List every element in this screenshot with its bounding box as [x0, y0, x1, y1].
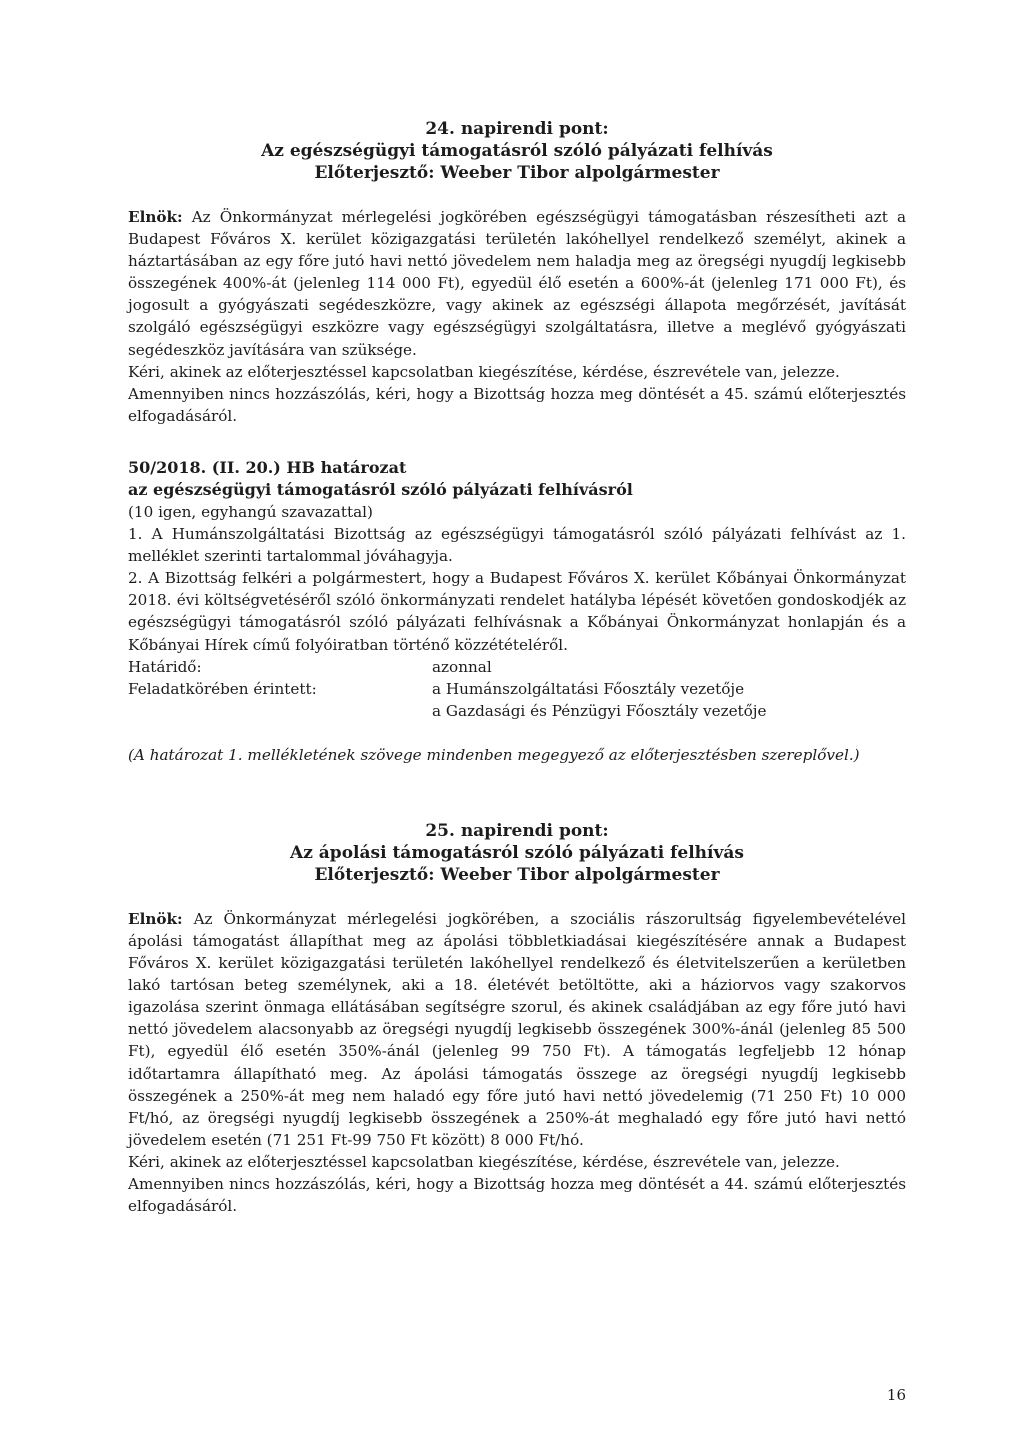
deadline-row: [128, 656, 906, 678]
resolution-number: 50/2018. (II. 20.) HB határozat: [128, 457, 407, 477]
responsible-row-1: [128, 678, 906, 700]
item-24-vote-call: Amennyiben nincs hozzászólás, kéri, hogy a Bizottság hozza meg döntését a 45. számú előterjesztés elfogadásáról.: [128, 384, 906, 425]
agenda-item-24-title: Az egészségügyi támogatásról szóló pályázati felhívás: [261, 141, 773, 161]
item-24-body: [128, 206, 906, 361]
page-number: 16: [886, 1386, 906, 1404]
resolution-point-2: 2. A Bizottság felkéri a polgármestert, hogy a Budapest Főváros X. kerület Kőbányai Önkormányzat 2018. évi költségvetéséről szóló önkormányzati rendelet hatályba lépését követően gondoskodjék az egészségügyi támogatásról szóló pályázati felhívásnak a Kőbányai Önkormányzat honlapján és a Kőbányai Hírek című folyóiratban történő közzétételéről.: [128, 569, 906, 654]
deadline-label: Határidő:: [128, 657, 202, 676]
resolution-vote: (10 igen, egyhangú szavazattal): [128, 502, 373, 521]
resolution-subject: az egészségügyi támogatásról szóló pályázati felhívásról: [128, 479, 633, 499]
item-25-ask: Kéri, akinek az előterjesztéssel kapcsolatban kiegészítése, kérdése, észrevétele van, jelezze.: [128, 1152, 840, 1171]
item-24-body-text: Az Önkormányzat mérlegelési jogkörében egészségügyi támogatásban részesítheti azt a Budapest Főváros X. kerület közigazgatási területén lakóhellyel rendelkező személyt, akinek a háztartásában az egy főre jutó havi nettó jövedelem nem haladja meg az öregségi nyugdíj legkisebb összegének 400%-át (jelenleg 114 000 Ft), egyedül élő esetén a 600%-át (jelenleg 171 000 Ft), és jogosult a gyógyászati segédeszközre, vagy akinek az egészségi állapota megőrzését, javítását szolgáló egészségügyi eszközre vagy egészségügyi szolgáltatásra, illetve a meglévő gyógyászati segédeszköz javítására van szüksége.: [128, 208, 906, 359]
agenda-item-25-presenter: Előterjesztő: Weeber Tibor alpolgármester: [314, 864, 720, 885]
resolution-point-1: 1. A Humánszolgáltatási Bizottság az egészségügyi támogatásról szóló pályázati felhívást az 1. melléklet szerinti tartalommal jóváhagyja.: [128, 525, 906, 566]
item-25-vote-call: Amennyiben nincs hozzászólás, kéri, hogy a Bizottság hozza meg döntését a 44. számú előterjesztés elfogadásáról.: [128, 1175, 906, 1216]
agenda-item-24-presenter: Előterjesztő: Weeber Tibor alpolgármester: [314, 163, 720, 183]
agenda-item-25-title: Az ápolási támogatásról szóló pályázati felhívás: [290, 842, 744, 863]
responsible-value-2: a Gazdasági és Pénzügyi Főosztály vezetője: [432, 701, 767, 720]
chair-label: Elnök:: [128, 208, 183, 226]
item-25-body-text: Az Önkormányzat mérlegelési jogkörében, a szociális rászorultság figyelembevételével ápolási támogatást állapíthat meg az ápolási többletkiadásai kiegészítésére annak a Budapest Főváros X. kerület közigazgatási területén lakóhellyel rendelkező és életvitelszerűen a kerületben lakó tartósan beteg személynek, aki a 18. életévét betöltötte, aki a háziorvos vagy szakorvos igazolása szerint önmaga ellátásában segítségre szorul, és akinek családjában az egy főre jutó havi nettó jövedelem alacsonyabb az öregségi nyugdíj legkisebb összegének 300%-ánál (jelenleg 85 500 Ft), egyedül élő esetén 350%-ánál (jelenleg 99 750 Ft). A támogatás legfeljebb 12 hónap időtartamra állapítható meg. Az ápolási támogatás összege az öregségi nyugdíj legkisebb összegének a 250%-át meg nem haladó egy főre jutó havi nettó jövedelemig (71 250 Ft) 10 000 Ft/hó, az öregségi nyugdíj legkisebb összegének a 250%-át meghaladó egy főre jutó havi nettó jövedelem esetén (71 251 Ft-99 750 Ft között) 8 000 Ft/hó.: [128, 909, 907, 1149]
agenda-item-24-number: 24. napirendi pont:: [425, 119, 609, 139]
responsible-row-2: [128, 700, 906, 722]
item-24-ask: Kéri, akinek az előterjesztéssel kapcsolatban kiegészítése, kérdése, észrevétele van, jelezze.: [128, 362, 840, 381]
responsible-value-1: a Humánszolgáltatási Főosztály vezetője: [432, 679, 745, 698]
deadline-value: azonnal: [432, 657, 492, 676]
resolution-note: (A határozat 1. mellékletének szövege mindenben megegyező az előterjesztésben szereplővel.): [128, 745, 860, 764]
responsible-label: Feladatkörében érintett:: [128, 679, 317, 698]
document-page: [128, 118, 906, 1217]
agenda-item-25-number: 25. napirendi pont:: [425, 820, 609, 841]
chair-label-25: Elnök:: [128, 909, 183, 928]
item-25-body: [128, 908, 906, 1151]
